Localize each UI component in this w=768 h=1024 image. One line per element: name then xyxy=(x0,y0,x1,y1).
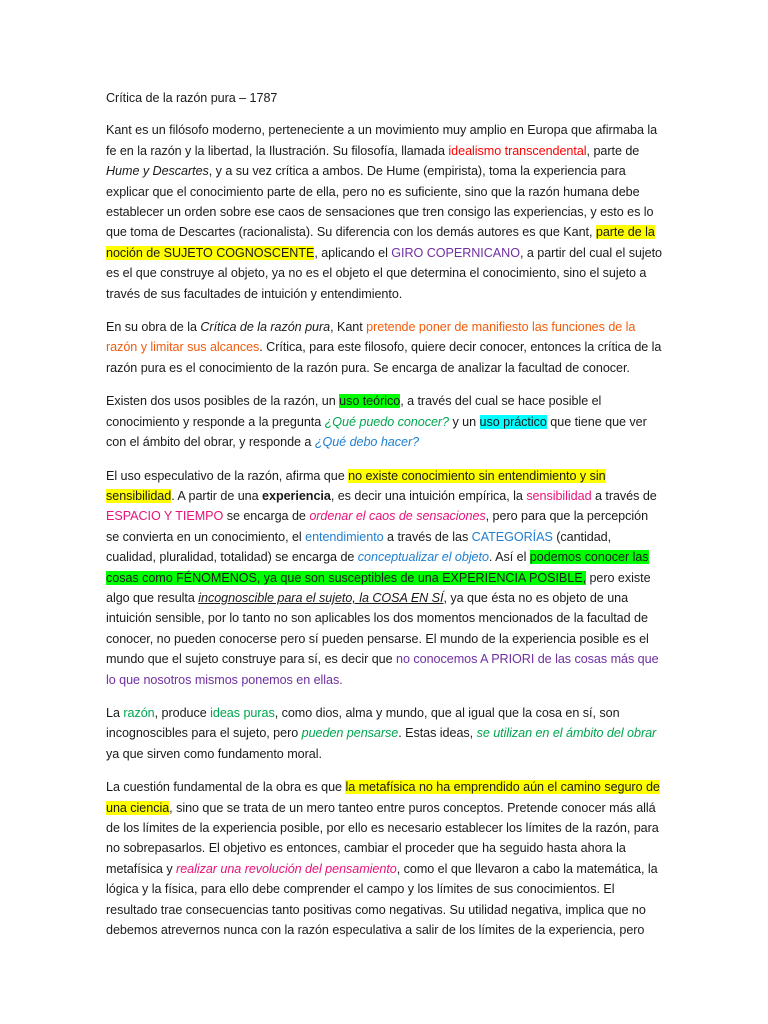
highlight-giro-copernicano: GIRO COPERNICANO xyxy=(391,245,520,260)
text-run: a través de xyxy=(591,488,657,503)
highlight-entendimiento: entendimiento xyxy=(305,529,384,544)
question-que-puedo-conocer: ¿Qué puedo conocer? xyxy=(324,414,450,429)
question-que-debo-hacer: ¿Qué debo hacer? xyxy=(314,435,420,450)
paragraph-intro xyxy=(106,120,662,304)
text-run: Kant es un filósofo moderno, perteneciente a un movimiento muy amplio en Europa que afirmaba la fe en la razón y la libertad, la Ilustración. Su filosofía, llamada xyxy=(106,123,658,158)
highlight-no-existe: no existe conocimiento sin entendimiento y sin sensibilidad xyxy=(106,468,606,503)
document-body xyxy=(106,88,662,953)
text-run: , a través del cual se hace posible el conocimiento y responde a la pregunta xyxy=(106,394,602,429)
text-run: y un xyxy=(449,414,480,429)
highlight-sensibilidad: sensibilidad xyxy=(526,488,592,503)
highlight-pretende: pretende poner de manifiesto las funciones de la razón y limitar sus alcances xyxy=(106,320,636,355)
text-run: , parte de xyxy=(586,143,640,158)
text-run: , sino que se trata de un mero tanteo entre puros conceptos. Pretende conocer más allá de los límites de la experiencia posible, por ello es necesario establecer los límites de la razón, para no sobrepasarlos. El objetivo es entonces, cambiar el proceder que ha seguido hasta ahora la metafísica y xyxy=(106,800,659,876)
text-run: . Estas ideas, xyxy=(398,726,477,741)
text-run: , como dios, alma y mundo, que al igual que la cosa en sí, son incognoscibles para el sujeto, pero xyxy=(106,705,620,741)
highlight-podemos-conocer: podemos conocer las cosas como FÉNOMENOS, ya que son susceptibles de una EXPERIENCIA POSIBLE, xyxy=(106,550,649,585)
highlight-no-conocemos: no conocemos A PRIORI de las cosas más que lo que nosotros mismos ponemos en ellas. xyxy=(106,652,659,687)
text-run: Existen dos usos posibles de la razón, un xyxy=(106,394,340,409)
highlight-categorias: CATEGORÍAS xyxy=(471,529,553,544)
paragraph-usos xyxy=(106,391,662,452)
text-run: , Kant xyxy=(330,320,367,335)
text-run: que tiene que ver con el ámbito del obrar, y responde a xyxy=(106,414,647,450)
paragraph-cuestion xyxy=(106,777,662,940)
text-run: , ya que ésta no es objeto de una intuición sensible, por lo tanto no son aplicables los dos momentos mencionados de la facultad de conocer, no pueden conocerse pero sí pueden pensarse. El mundo de la experiencia posible es el mundo que el sujeto construye para sí, es decir que xyxy=(106,590,649,667)
italic-pueden-pensarse: pueden pensarse xyxy=(301,726,399,741)
text-run: El uso especulativo de la razón, afirma que xyxy=(106,468,349,483)
highlight-espacio-tiempo: ESPACIO Y TIEMPO xyxy=(106,509,224,524)
text-run: En su obra de la xyxy=(106,320,201,335)
highlight-metafisica: la metafísica no ha emprendido aún el camino seguro de una ciencia xyxy=(106,780,660,815)
highlight-razon: razón xyxy=(123,705,155,720)
text-run: . Crítica, para este filosofo, quiere decir conocer, entonces la crítica de la razón pura es el conocimiento de la razón pura. Se encarga de analizar la facultad de conocer. xyxy=(106,340,662,375)
text-run: pero existe algo que resulta xyxy=(106,570,651,605)
text-run: , como el que llevaron a cabo la matemática, la lógica y la física, para ello debe comprender el campo y los límites de sus conocimientos. El resultado trae consecuencias tanto positivas como negativas. Su utilidad negativa, implica que no debemos atrevernos nunca con la razón especulativa a salir de los límites de la experiencia, pero xyxy=(106,861,658,938)
italic-conceptualizar: conceptualizar el objeto xyxy=(357,550,489,565)
text-run: , a partir del cual el sujeto es el que construye al objeto, ya no es el objeto el que determina el conocimiento, sino el sujeto a través de sus facultades de intuición y entendimiento. xyxy=(106,245,663,301)
text-run: La cuestión fundamental de la obra es que xyxy=(106,780,346,795)
text-run: , y a su vez crítica a ambos. De Hume (empirista), toma la experiencia para explicar que el conocimiento parte de ella, pero no es suficiente, sino que la razón humana debe establecer un orden sobre ese caos de sensaciones que tren consigo las experiencias, y esto es lo que toma de Descartes (racionalista). Su diferencia con los demás autores es que Kant, xyxy=(106,164,654,240)
text-run: , produce xyxy=(154,705,211,720)
document-title: Crítica de la razón pura – 1787 xyxy=(106,91,278,105)
text-run: La xyxy=(106,705,124,720)
highlight-idealismo: idealismo transcendental xyxy=(448,143,587,158)
italic-ordenar: ordenar el caos de sensaciones xyxy=(309,509,486,524)
highlight-uso-teorico: uso teórico xyxy=(339,394,401,409)
paragraph-obra xyxy=(106,317,662,378)
text-run: , es decir una intuición empírica, la xyxy=(330,488,527,503)
text-run: . A partir de una xyxy=(171,488,263,503)
paragraph-uso-especulativo xyxy=(106,466,662,690)
text-run: , aplicando el xyxy=(314,245,392,260)
text-run: se encarga de xyxy=(223,509,310,524)
highlight-uso-practico: uso práctico xyxy=(479,414,547,429)
italic-se-utilizan: se utilizan en el ámbito del obrar xyxy=(476,726,657,741)
bold-experiencia: experiencia xyxy=(262,488,331,503)
text-run: ya que sirven como fundamento moral. xyxy=(106,746,322,761)
highlight-ideas-puras: ideas puras xyxy=(210,705,275,720)
italic-hume-descartes: Hume y Descartes xyxy=(106,164,209,179)
highlight-sujeto-cognoscente: parte de la noción de SUJETO COGNOSCENTE xyxy=(106,225,655,260)
italic-revolucion: realizar una revolución del pensamiento xyxy=(176,861,397,876)
paragraph-razon xyxy=(106,703,662,764)
text-run: . Así el xyxy=(488,550,530,565)
text-run: a través de las xyxy=(383,529,472,544)
text-run: (cantidad, cualidad, pluralidad, totalidad) se encarga de xyxy=(106,529,612,565)
italic-critica: Crítica de la razón pura xyxy=(200,320,331,335)
underline-incognoscible: incognoscible para el sujeto, la COSA EN SÍ xyxy=(198,590,444,605)
text-run: , pero para que la percepción se convierta en un conocimiento, el xyxy=(106,509,649,544)
